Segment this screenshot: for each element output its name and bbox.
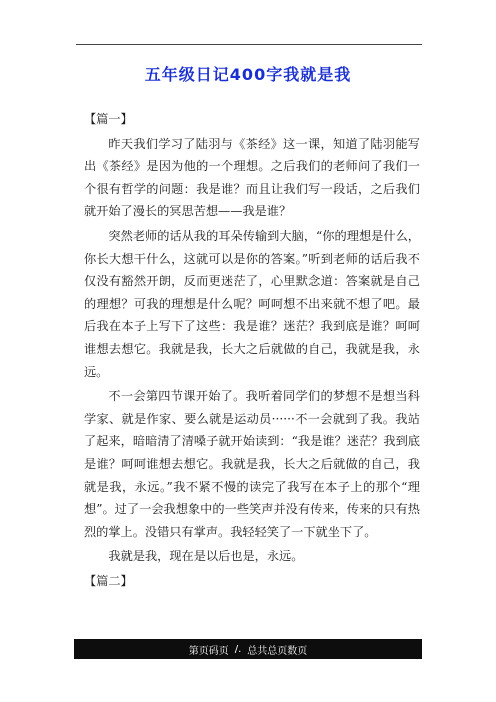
page-footer bbox=[74, 639, 422, 659]
header-rule bbox=[76, 44, 422, 45]
section-heading-2: 【篇二】 bbox=[84, 573, 133, 588]
footer-separator: /. bbox=[234, 643, 242, 655]
footer-page-number: 第页码页 bbox=[188, 645, 229, 657]
paragraph-4: 我就是我，现在是以后也是，永远。 bbox=[108, 549, 304, 564]
paragraph-3: 不一会第四节课开始了。我听着同学们的梦想不是想当科学家、就是作家、要么就是运动员······不一会就到了我。我站了起来，暗暗清了清嗓子就开始读到：“我是谁？迷茫？我到底是谁？呵呵谁想去想它。我就是我，长大之后就做的自己，我就是我，永远。”我不紧不慢的读完了我写在本子上的那个“理想”。过了一会我想象中的一些笑声并没有传来，传来的只有热烈的掌上。没错只有掌声。我轻轻笑了一下就坐下了。 bbox=[84, 389, 420, 539]
page-title: 五年级日记400字我就是我 bbox=[144, 65, 352, 84]
paragraph-2: 突然老师的话从我的耳朵传输到大脑，“你的理想是什么，你长大想干什么，这就可以是你的答案。”听到老师的话后我不仅没有豁然开朗，反而更迷茫了，心里默念道：答案就是自己的理想？可我的理想是什么呢？呵呵想不出来就不想了吧。最后我在本子上写下了这些：我是谁？迷茫？我到底是谁？呵呵谁想去想它。我就是我，长大之后就做的自己，我就是我，永远。 bbox=[84, 228, 420, 379]
article-body bbox=[84, 108, 420, 594]
paragraph-1: 昨天我们学习了陆羽与《茶经》这一课，知道了陆羽能写出《茶经》是因为他的一个理想。之后我们的老师问了我们一个很有哲学的问题：我是谁？而且让我们写一段话，之后我们就开始了漫长的冥思苦想——我是谁？ bbox=[84, 136, 420, 219]
footer-total-pages: 总共总页数页 bbox=[247, 645, 308, 657]
section-heading-1: 【篇一】 bbox=[84, 112, 133, 126]
